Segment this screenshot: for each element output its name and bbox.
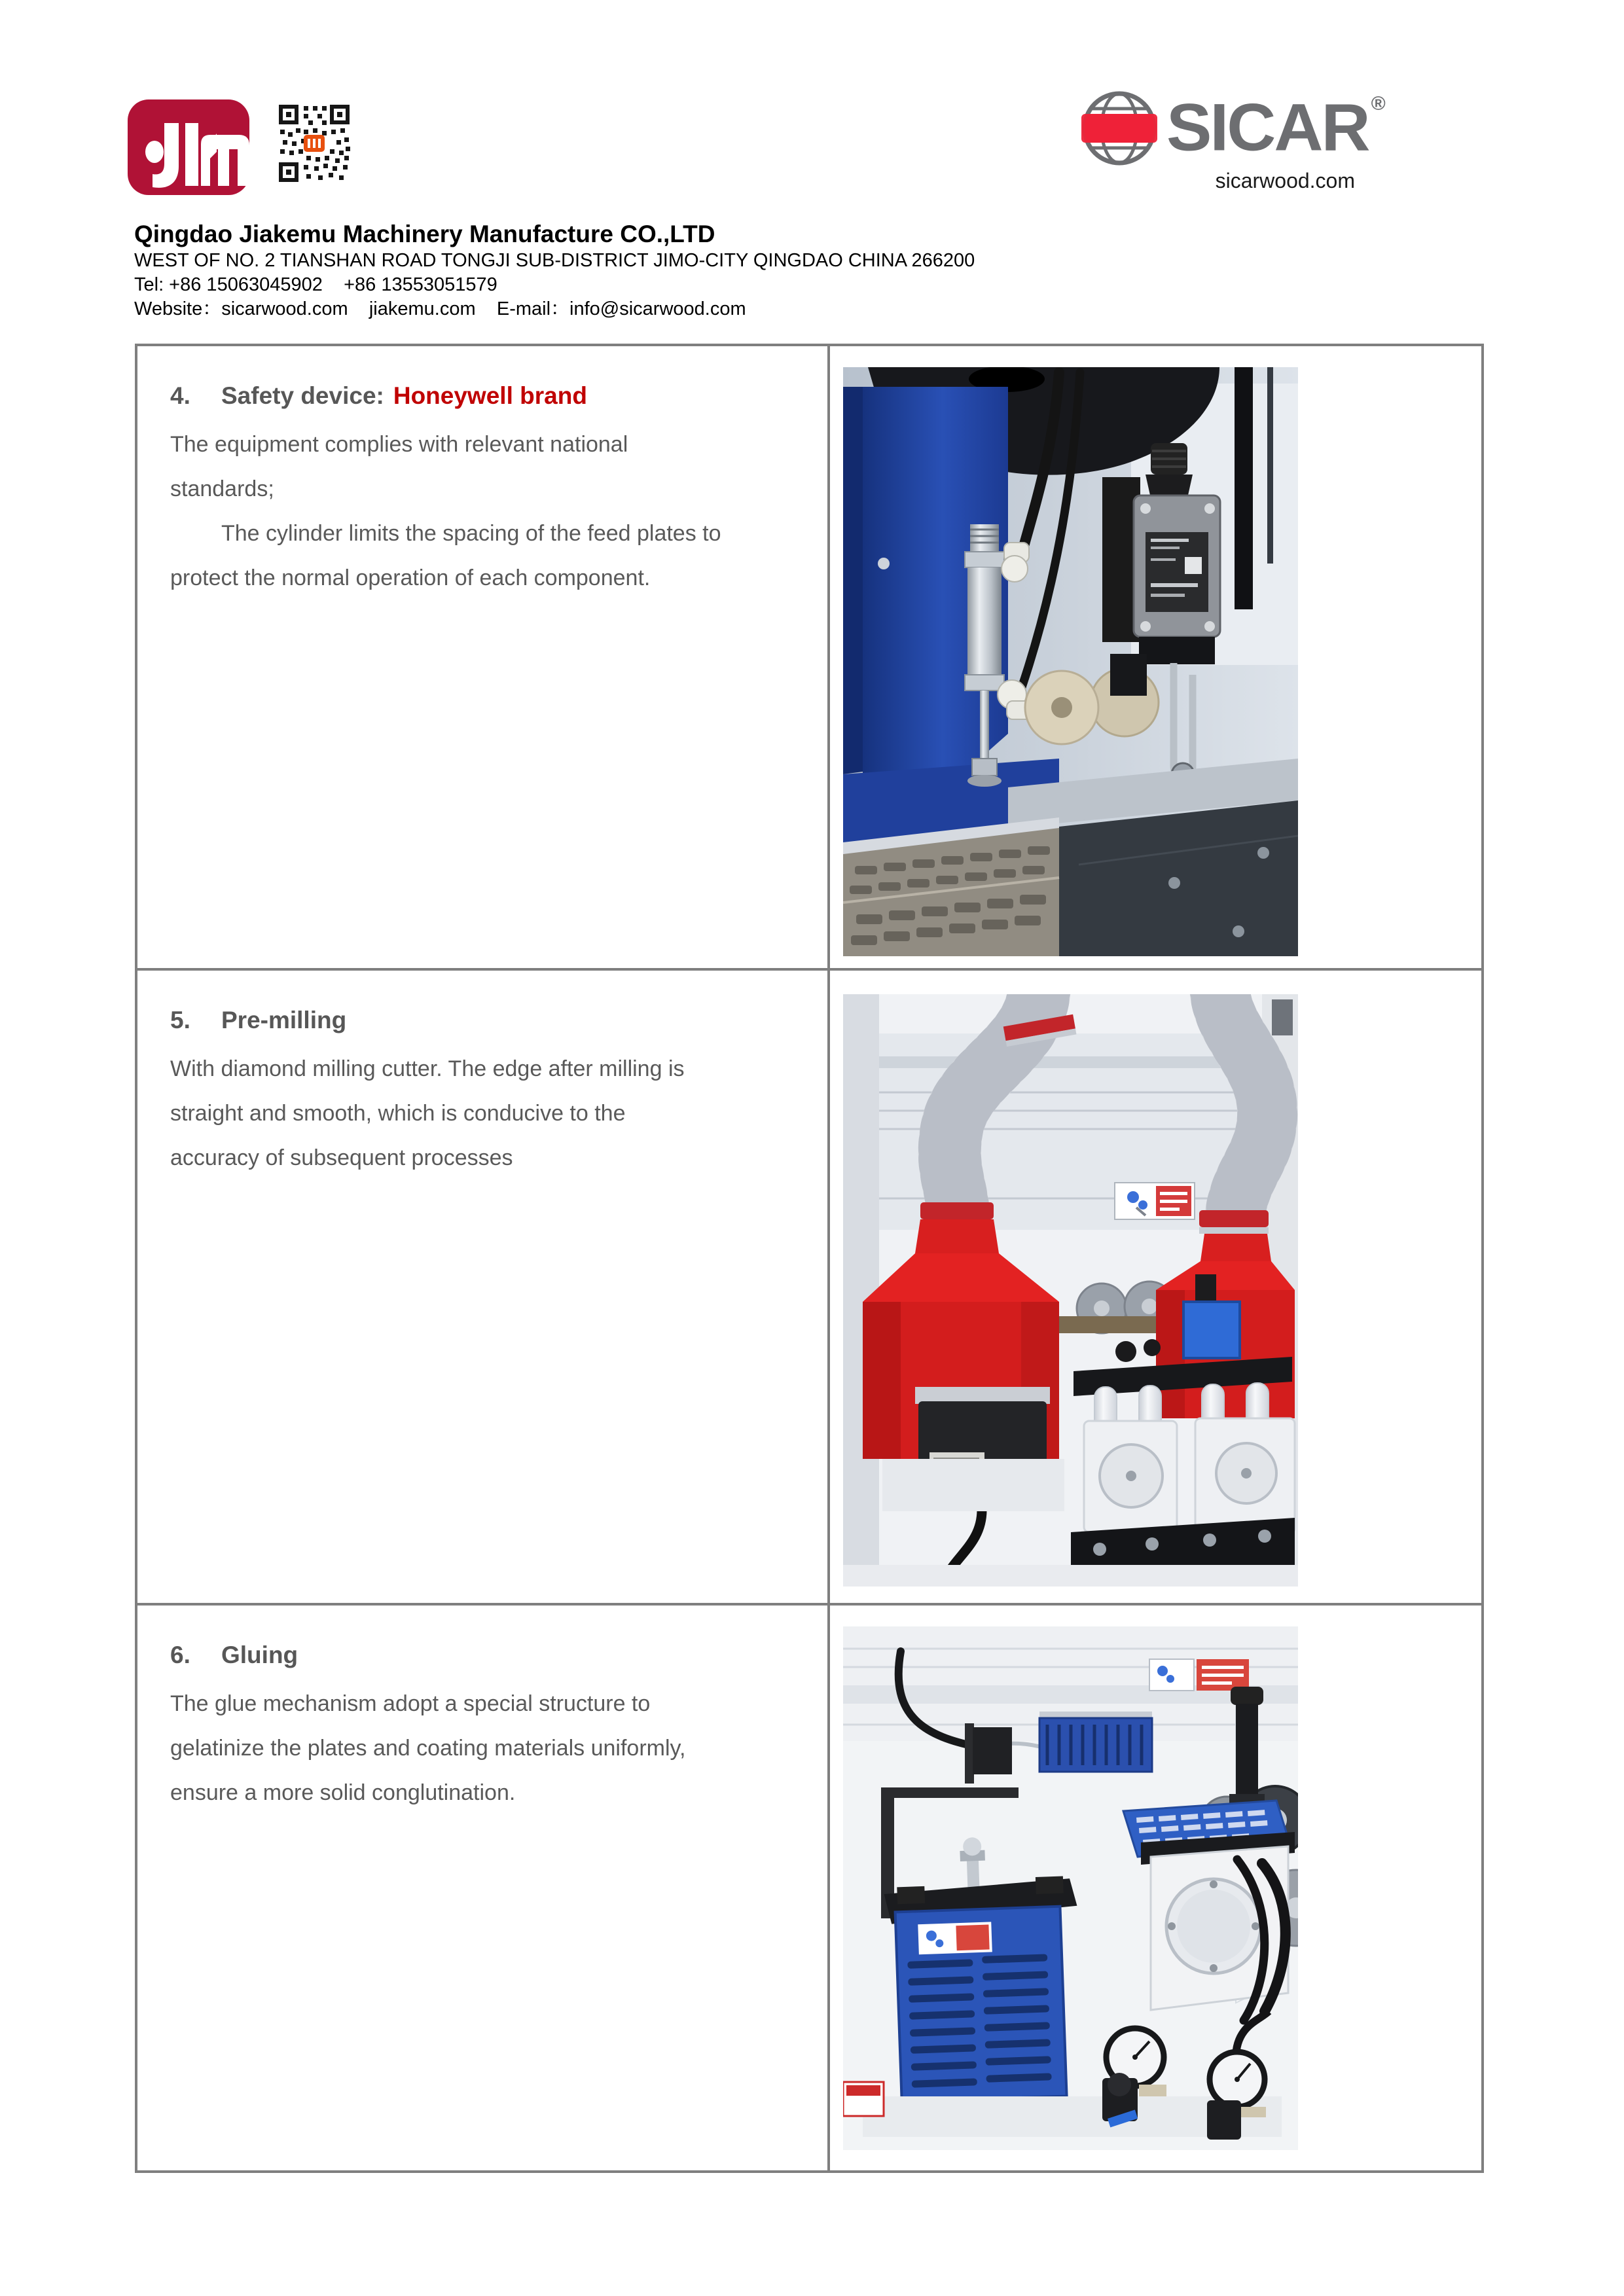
row-paragraph — [170, 1681, 801, 1815]
qr-code — [278, 103, 351, 187]
paragraph-line: standards; — [170, 476, 274, 501]
sicar-logo — [1080, 89, 1386, 171]
heading-highlight: Honeywell brand — [393, 382, 587, 409]
jkm-logo — [128, 99, 249, 198]
row-paragraph — [170, 422, 801, 600]
row-pre-milling-text — [137, 971, 830, 1605]
heading-number: 5. — [170, 1007, 190, 1033]
heading-number: 6. — [170, 1641, 190, 1668]
row-pre-milling-photo-cell — [830, 971, 1481, 1605]
company-tel: Tel: +86 15063045902 +86 13553051579 — [134, 274, 497, 295]
pre-milling-photo — [843, 994, 1481, 1587]
paragraph-line: protect the normal operation of each component. — [170, 565, 651, 590]
registered-mark-icon: ® — [1371, 93, 1386, 115]
sicar-wordmark: SICAR — [1166, 90, 1369, 165]
paragraph-line: straight and smooth, which is conducive to the — [170, 1101, 626, 1126]
row-safety-device-photo-cell — [830, 346, 1481, 971]
row-safety-device-text — [137, 346, 830, 971]
row-gluing-text — [137, 1605, 830, 2170]
company-address: WEST OF NO. 2 TIANSHAN ROAD TONGJI SUB-DISTRICT JIMO-CITY QINGDAO CHINA 266200 — [134, 250, 975, 271]
paragraph-line: ensure a more solid conglutination. — [170, 1780, 516, 1805]
gluing-photo — [843, 1626, 1481, 2150]
heading-title: Gluing — [221, 1641, 298, 1668]
paragraph-line: gelatinize the plates and coating materials uniformly, — [170, 1736, 686, 1761]
safety-device-photo — [843, 367, 1481, 956]
paragraph-line: With diamond milling cutter. The edge after milling is — [170, 1056, 685, 1081]
row-gluing-photo-cell — [830, 1605, 1481, 2170]
paragraph-line: The glue mechanism adopt a special structure to — [170, 1691, 651, 1716]
heading-number: 4. — [170, 382, 190, 409]
company-name: Qingdao Jiakemu Machinery Manufacture CO.,LTD — [134, 221, 715, 247]
row-paragraph — [170, 1047, 801, 1180]
row-heading — [170, 1003, 801, 1037]
row-heading — [170, 379, 801, 413]
paragraph-line: The cylinder limits the spacing of the feed plates to — [221, 521, 721, 546]
spec-table — [135, 344, 1484, 2173]
heading-title: Safety device: — [221, 382, 384, 409]
company-website: Website：sicarwood.com jiakemu.com E-mail：info@sicarwood.com — [134, 298, 746, 319]
paragraph-line: accuracy of subsequent processes — [170, 1145, 513, 1170]
globe-icon — [1080, 89, 1159, 171]
row-heading — [170, 1638, 801, 1672]
company-block — [134, 220, 975, 321]
sicar-domain: sicarwood.com — [1215, 169, 1355, 192]
paragraph-line: The equipment complies with relevant national — [170, 432, 628, 457]
heading-title: Pre-milling — [221, 1007, 347, 1033]
